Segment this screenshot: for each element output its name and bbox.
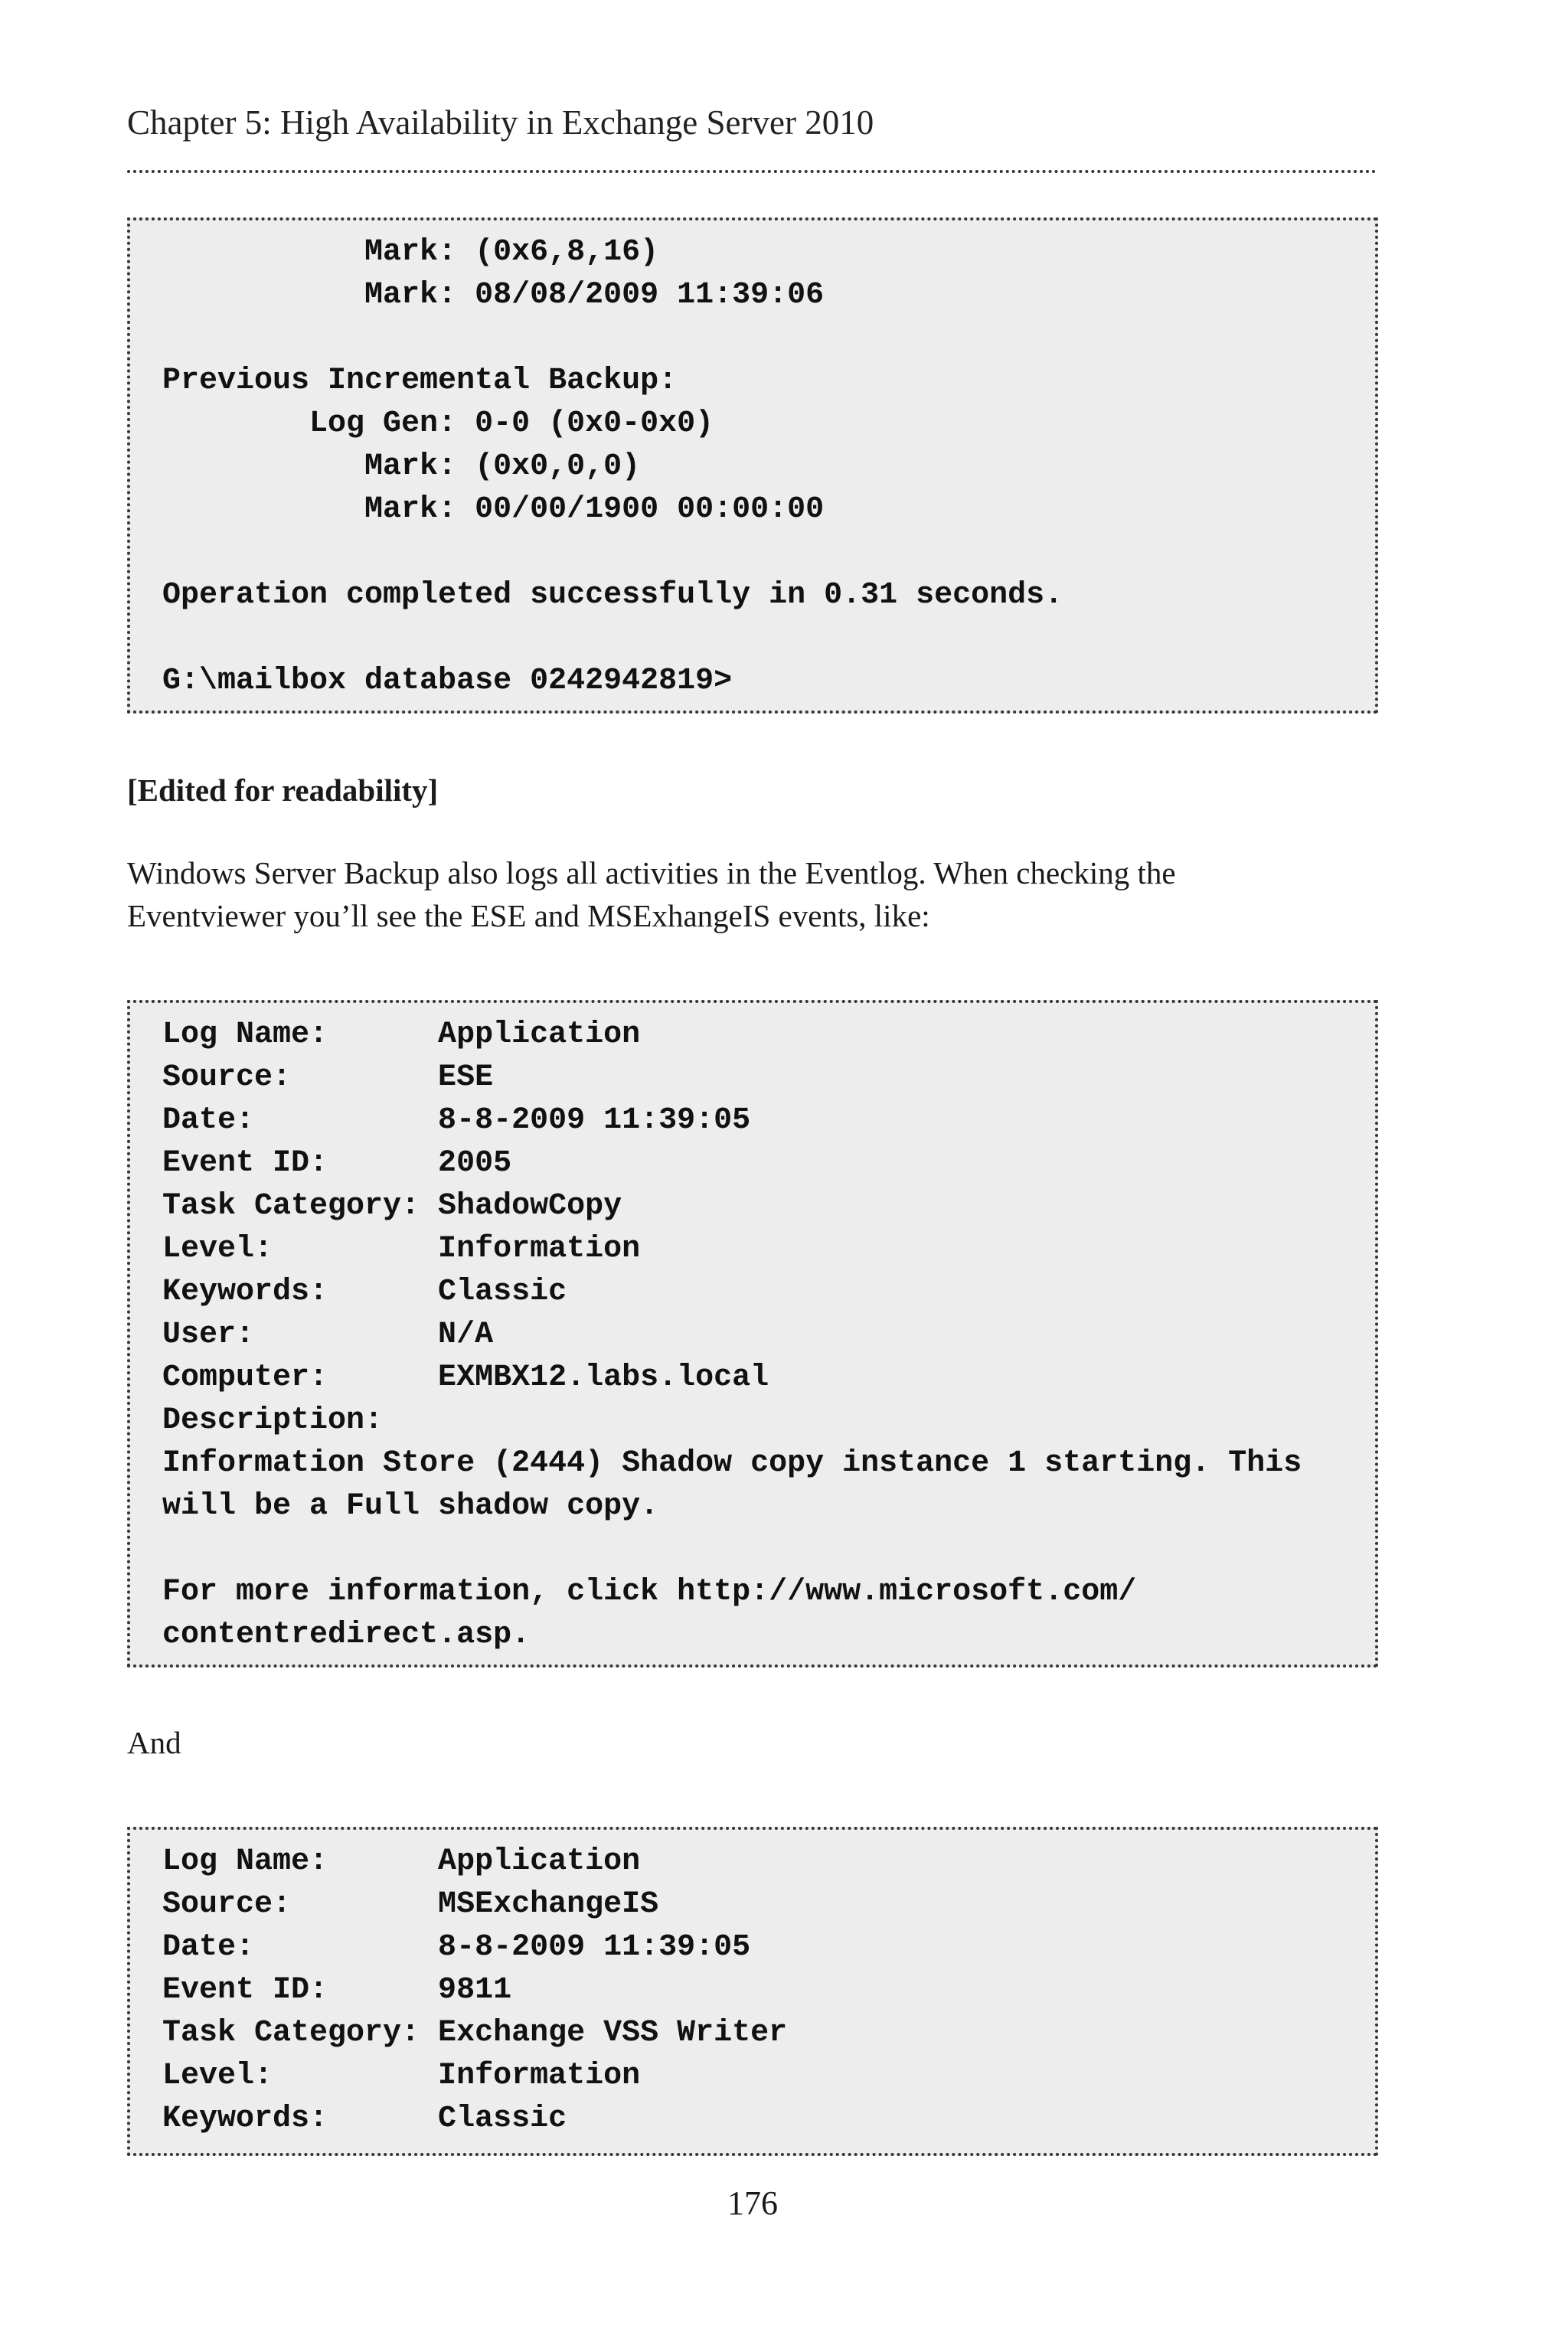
code-line: Date: 8-8-2009 11:39:05 [162, 1930, 751, 1965]
code-line: Previous Incremental Backup: [162, 364, 678, 398]
header-divider [127, 170, 1377, 173]
code-line: contentredirect.asp. [162, 1618, 531, 1652]
code-line: For more information, click http://www.microsoft.com/ [162, 1575, 1137, 1609]
paragraph-line: Windows Server Backup also logs all activities in the Eventlog. When checking the [127, 855, 1176, 890]
code-line [162, 531, 1360, 574]
code-line: Event ID: 2005 [162, 1146, 512, 1181]
code-line: Source: MSExchangeIS [162, 1887, 659, 1922]
code-line: Date: 8-8-2009 11:39:05 [162, 1103, 751, 1138]
code-line [162, 1528, 1360, 1571]
code-line: Level: Information [162, 1232, 641, 1266]
code-block-backup-output [127, 217, 1378, 714]
code-line: Keywords: Classic [162, 1275, 567, 1309]
chapter-header: Chapter 5: High Availability in Exchange Server 2010 [127, 103, 874, 142]
paragraph-line: Eventviewer you’ll see the ESE and MSExhangeIS events, like: [127, 898, 930, 933]
code-line: Log Gen: 0-0 (0x0-0x0) [162, 407, 714, 441]
code-line: Mark: 08/08/2009 11:39:06 [162, 278, 825, 312]
code-line: Keywords: Classic [162, 2102, 567, 2136]
code-line: Task Category: Exchange VSS Writer [162, 2016, 788, 2050]
code-line: Level: Information [162, 2059, 641, 2093]
code-line: will be a Full shadow copy. [162, 1489, 659, 1524]
code-block-msexchangeis-event [127, 1827, 1378, 2156]
code-line: Log Name: Application [162, 1844, 641, 1879]
code-line: Mark: (0x0,0,0) [162, 449, 641, 484]
code-line: Log Name: Application [162, 1018, 641, 1052]
page-number: 176 [727, 2184, 778, 2222]
code-line: User: N/A [162, 1318, 494, 1352]
code-line [162, 617, 1360, 660]
code-block-ese-event [127, 1000, 1378, 1668]
code-line: Mark: 00/00/1900 00:00:00 [162, 492, 825, 527]
code-line: G:\mailbox database 0242942819> [162, 664, 733, 698]
code-line: Computer: EXMBX12.labs.local [162, 1361, 769, 1395]
body-paragraph [127, 851, 1176, 937]
code-line: Source: ESE [162, 1060, 494, 1095]
code-line: Operation completed successfully in 0.31 seconds. [162, 578, 1063, 612]
code-line: Mark: (0x6,8,16) [162, 235, 659, 270]
code-line: Task Category: ShadowCopy [162, 1189, 622, 1223]
code-line [162, 317, 1360, 360]
and-text: And [127, 1725, 181, 1760]
code-line: Information Store (2444) Shadow copy instance 1 starting. This [162, 1446, 1302, 1481]
edited-note: [Edited for readability] [127, 773, 439, 808]
code-line: Event ID: 9811 [162, 1973, 512, 2007]
code-line: Description: [162, 1403, 384, 1438]
